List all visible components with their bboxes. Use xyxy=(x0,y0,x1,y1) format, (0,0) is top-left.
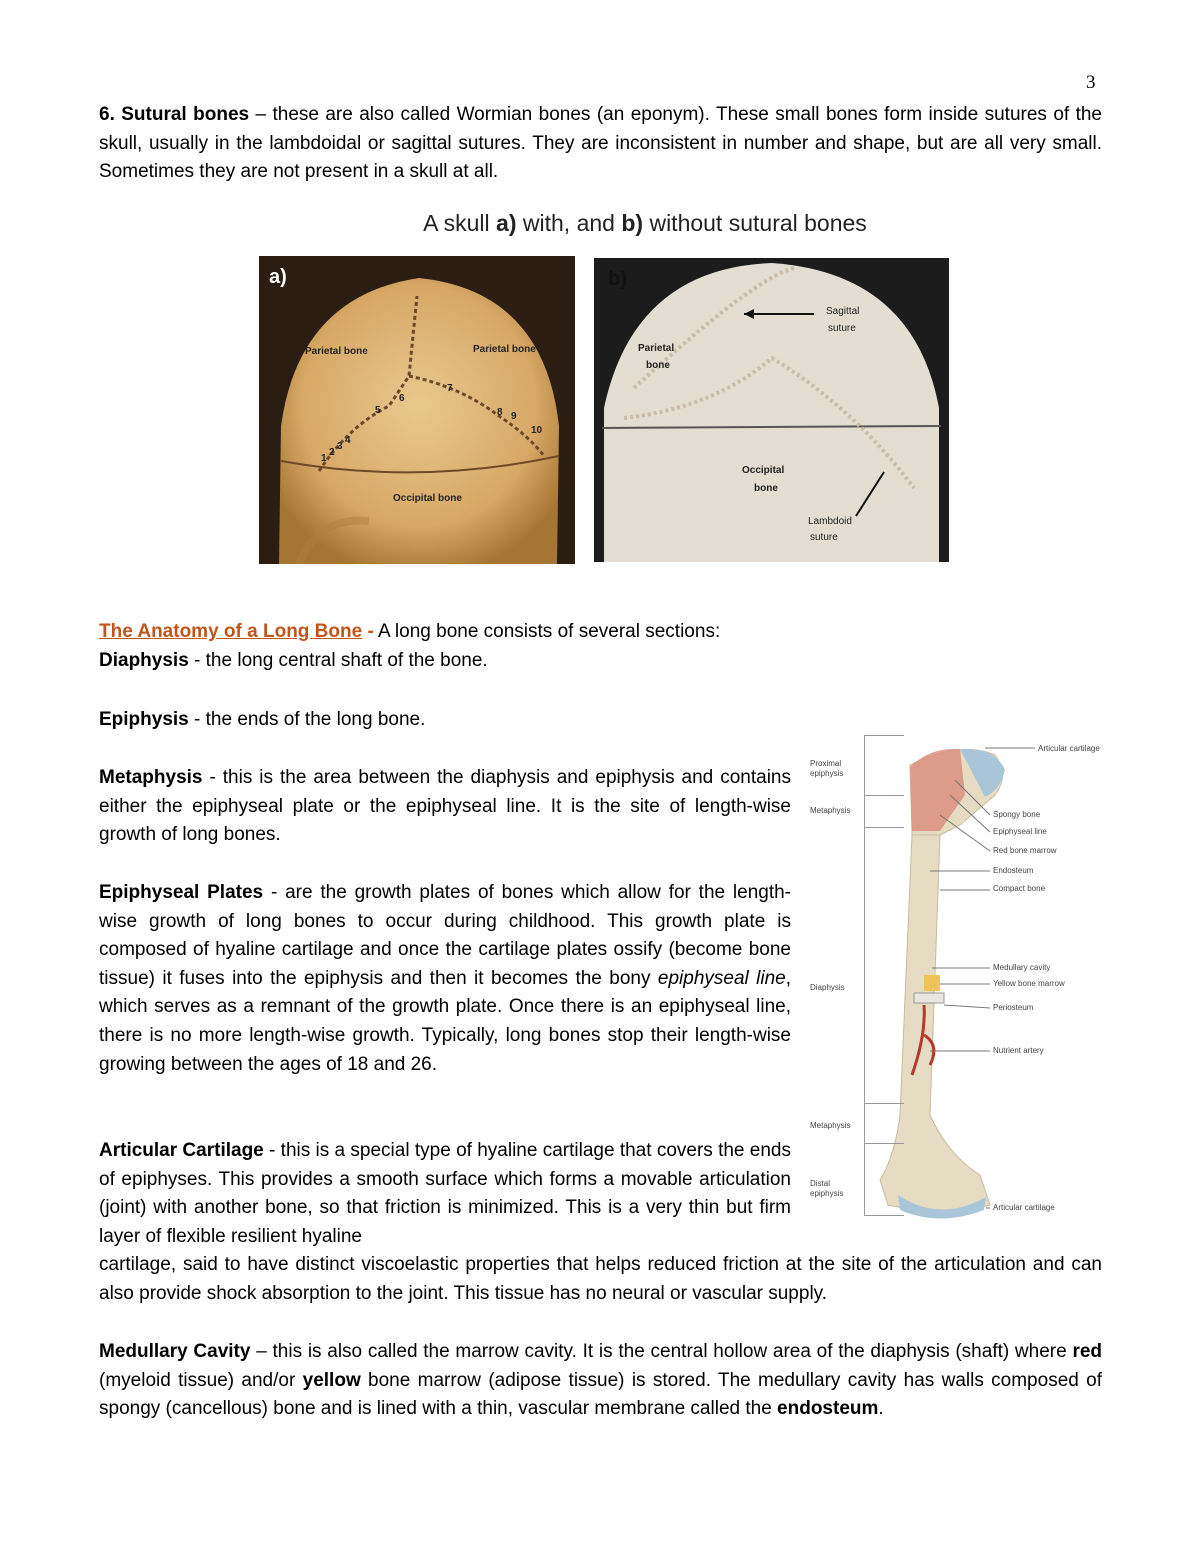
long-bone-heading-line: The Anatomy of a Long Bone - A long bone consists of several sections: xyxy=(99,621,721,642)
photo-b-occipital-2: bone xyxy=(754,483,778,494)
photo-a-num: 5 xyxy=(375,405,381,416)
bone-label-proximal-1: Proximal xyxy=(810,759,842,768)
figure-title: A skull a) with, and b) without sutural bones xyxy=(423,210,867,236)
photo-a-num: 8 xyxy=(497,407,503,418)
bone-label-distal-1: Distal xyxy=(810,1179,831,1188)
skull-a-drawing xyxy=(259,256,575,564)
long-bone-diagram xyxy=(800,735,1110,1225)
photo-a-parietal-left: Parietal bone xyxy=(305,346,368,357)
photo-a-num: 10 xyxy=(531,425,543,436)
cartilage-paragraph: Articular Cartilage - this is a special type of hyaline cartilage that covers the ends of epiphyses. This provides a smooth surface which forms a movable articulation (joint) with another bone, so that friction is minimized. This is a very thin but firm layer of flexible resilient hyaline xyxy=(99,1140,791,1247)
sutural-heading: 6. Sutural bones xyxy=(99,104,250,125)
photo-a-num: 4 xyxy=(345,435,351,446)
bone-label-diaphysis: Diaphysis xyxy=(810,983,845,992)
skull-photo-a xyxy=(259,256,575,564)
bone-label-proximal-2: epiphysis xyxy=(810,769,844,778)
photo-a-num: 3 xyxy=(337,441,343,452)
epiphysis-line: Epiphysis - the ends of the long bone. xyxy=(99,709,426,730)
bone-label-metaphysis-top: Metaphysis xyxy=(810,806,851,815)
photo-a-num: 7 xyxy=(447,383,453,394)
bone-label-metaphysis-bottom: Metaphysis xyxy=(810,1121,851,1130)
page-number: 3 xyxy=(1086,72,1096,93)
bone-label-red-marrow: Red bone marrow xyxy=(993,846,1057,855)
photo-a-num: 9 xyxy=(511,411,517,422)
bone-label-periosteum: Periosteum xyxy=(993,1003,1034,1012)
bone-label-nutrient: Nutrient artery xyxy=(993,1046,1044,1055)
skull-b-drawing xyxy=(594,258,949,562)
bone-label-distal-2: epiphysis xyxy=(810,1189,844,1198)
bone-label-epiphyseal-line: Epiphyseal line xyxy=(993,827,1047,836)
bone-label-spongy: Spongy bone xyxy=(993,810,1041,819)
bone-label-articular-top: Articular cartilage xyxy=(1038,744,1100,753)
photo-b-parietal-2: bone xyxy=(646,360,670,371)
photo-a-occipital: Occipital bone xyxy=(393,493,462,504)
skull-photo-b xyxy=(594,258,949,562)
photo-b-tag: b) xyxy=(608,268,627,290)
photo-b-sagittal-2: suture xyxy=(828,323,856,334)
plates-paragraph: Epiphyseal Plates - are the growth plates of bones which allow for the length-wise growth of long bones to occur during childhood. This growth plate is composed of hyaline cartilage and once the cartilage plates ossify (become bone tissue) it fuses into the epiphysis and then it becomes the bony epiphyseal line, which serves as a remnant of the growth plate. Once there is an epiphyseal line, there is no more length-wise growth. Typically, long bones stop their length-wise growing between the ages of 18 and 26. xyxy=(99,882,791,1075)
photo-b-lambdoid-2: suture xyxy=(810,532,838,543)
photo-a-num: 6 xyxy=(399,393,405,404)
metaphysis-paragraph: Metaphysis - this is the area between the diaphysis and epiphysis and contains either the epiphyseal plate or the epiphyseal line. It is the site of length-wise growth of long bones. xyxy=(99,767,791,846)
photo-a-tag: a) xyxy=(269,266,287,288)
bone-label-medullary: Medullary cavity xyxy=(993,963,1051,972)
sutural-text: – these are also called Wormian bones (an eponym). These small bones form inside sutures of the skull, usually in the lambdoidal or sagittal sutures. They are inconsistent in number and shape, but are all very small. Sometimes they are not present in a skull at all. xyxy=(99,104,1102,183)
photo-a-num: 2 xyxy=(329,447,335,458)
photo-b-parietal-1: Parietal xyxy=(638,343,675,354)
bone-label-articular-bottom: Articular cartilage xyxy=(993,1203,1055,1212)
photo-a-parietal-right: Parietal bone xyxy=(473,344,536,355)
bone-label-compact: Compact bone xyxy=(993,884,1046,893)
medullary-paragraph: Medullary Cavity – this is also called the marrow cavity. It is the central hollow area of the diaphysis (shaft) where red (myeloid tissue) and/or yellow bone marrow (adipose tissue) is stored. The medullary cavity has walls composed of spongy (cancellous) bone and is lined with a thin, vascular membrane called the endosteum. xyxy=(99,1341,1103,1420)
bone-label-endosteum: Endosteum xyxy=(993,866,1034,875)
diaphysis-line: Diaphysis - the long central shaft of the bone. xyxy=(99,650,488,671)
photo-b-sagittal-1: Sagittal xyxy=(826,306,860,317)
cartilage-paragraph-cont: cartilage, said to have distinct viscoelastic properties that helps reduced friction at the site of the articulation and can also provide shock absorption to the joint. This tissue has no neural or vascular supply. xyxy=(99,1254,1102,1304)
bone-label-yellow-marrow: Yellow bone marrow xyxy=(993,979,1065,988)
photo-a-num: 1 xyxy=(321,453,327,464)
photo-b-occipital-1: Occipital xyxy=(742,465,785,476)
sutural-paragraph xyxy=(99,101,1102,187)
photo-b-lambdoid-1: Lambdoid xyxy=(808,516,852,527)
long-bone-heading-link[interactable]: The Anatomy of a Long Bone xyxy=(99,621,363,642)
